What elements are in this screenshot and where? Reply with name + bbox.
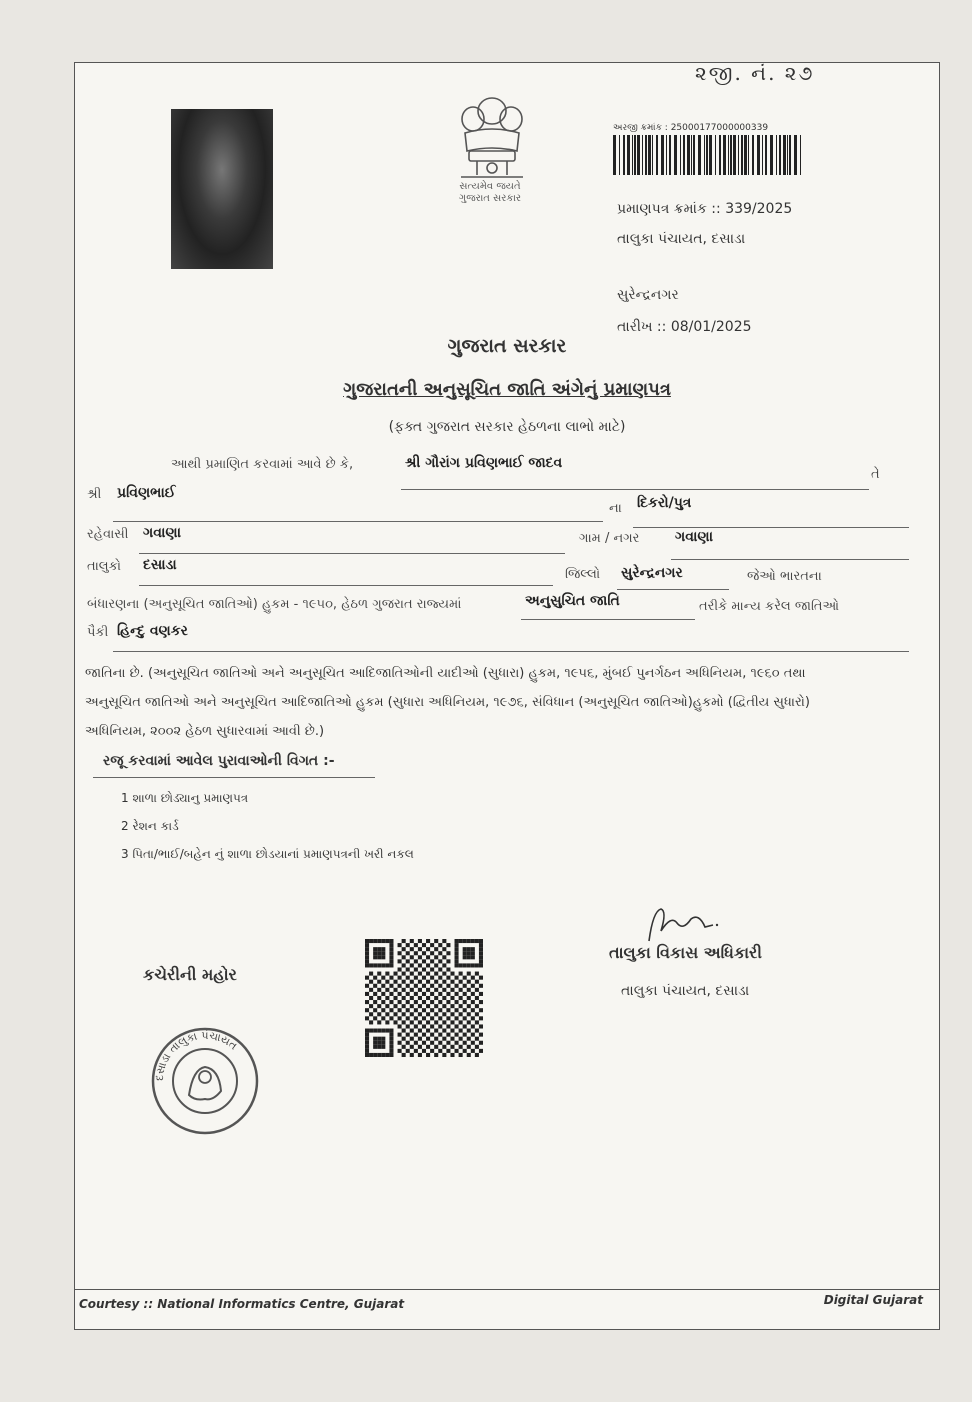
emblem-motto: સત્યમેવ જયતે	[459, 181, 521, 192]
certificate-title: ગુજરાતની અનુસૂચિત જાતિ અંગેનું પ્રમાણપત્ર	[343, 379, 671, 400]
legal-line-2: અનુસૂચિત જાતિઓ અને અનુસૂચિત આદિજાતિઓ હુકમ (સુધારા અધિનિયમ, ૧૯૭૬, સંવિધાન (અનુસૂચિત જાતિઓ)હુકમો (દ્વિતીય સુધારો)	[85, 695, 810, 710]
name-underline	[401, 489, 869, 490]
taluka-label: તાલુકો	[87, 559, 122, 574]
resident-value: ગવાણા	[143, 525, 182, 541]
evidence-item: 1 શાળા છોડ્યાનુ પ્રમાણપત્ર	[121, 791, 249, 805]
date-label: તારીખ	[617, 319, 653, 335]
issue-date: 08/01/2025	[670, 319, 752, 335]
district-value: સુરેન્દ્રનગર	[621, 565, 683, 581]
certificate-number-sep: ::	[711, 201, 721, 217]
evidence-title: રજૂ કરવામાં આવેલ પુરાવાઓની વિગત :-	[103, 753, 335, 769]
footer-courtesy: Courtesy :: National Informatics Centre, Gujarat	[79, 1297, 405, 1311]
seal-label: કચેરીની મહોર	[143, 965, 237, 984]
te-text: તે	[871, 467, 880, 482]
issuing-office: તાલુકા પંચાયત, દસાડા	[617, 231, 746, 247]
date-sep: ::	[656, 319, 667, 335]
caste-value: હિન્દુ વણકર	[117, 623, 188, 639]
barcode	[613, 135, 803, 175]
recognized-text: તરીકે માન્ય કરેલ જાતિઓ	[699, 599, 840, 614]
applicant-photo	[171, 109, 273, 269]
seal-ring-text: દસાડા તાલુકા પંચાયત	[152, 1029, 240, 1082]
na-text: ના	[609, 501, 622, 516]
officer-signature	[631, 901, 741, 949]
officer-title: તાલુકા વિકાસ અધિકારી	[609, 943, 762, 962]
emblem-govt-name: ગુજરાત સરકાર	[458, 193, 522, 204]
constitution-text: બંધારણના (અનુસૂચિત જાતિઓ) હુકમ - ૧૯૫૦, હેઠળ ગુજરાત રાજ્યમાં	[87, 597, 462, 612]
date-row	[617, 319, 752, 335]
certificate-number: 339/2025	[725, 201, 793, 217]
intro-text: આથી પ્રમાણિત કરવામાં આવે છે કે,	[171, 457, 354, 472]
paiki-label: પૈકી	[87, 625, 109, 640]
certificate-subtitle: (ફક્ત ગુજરાત સરકાર હેઠળના લાભો માટે)	[388, 419, 626, 435]
evidence-item: 2 રેશન કાર્ડ	[121, 819, 179, 833]
qr-code	[365, 939, 483, 1057]
legal-paragraph	[85, 659, 915, 746]
father-name: પ્રવિણભાઈ	[117, 485, 176, 501]
category-underline	[521, 619, 695, 620]
application-number: અરજી ક્રમાંક : 25000177000000339	[613, 123, 769, 133]
father-underline	[113, 521, 603, 522]
legal-line-1: જાતિના છે. (અનુસૂચિત જાતિઓ અને અનુસૂચિત આદિજાતિઓની યાદીઓ (સુધારા) હુકમ, ૧૯૫૬, મુંબઈ પુનર્ગઠન અધિનિયમ, ૧૯૬૦ તથા	[85, 666, 806, 681]
office-seal	[149, 1025, 261, 1137]
relation-underline	[633, 527, 909, 528]
shri-label: શ્રી	[87, 487, 102, 502]
certificate-number-label: પ્રમાણપત્ર ક્રમાંક	[617, 201, 707, 217]
category-value: અનુસુચિત જાતિ	[525, 593, 620, 609]
district-label: જિલ્લો	[565, 567, 601, 582]
village-underline	[671, 559, 909, 560]
footer-divider	[75, 1289, 939, 1290]
handwritten-registration-note: ૨જી. નં. ૨૭	[695, 61, 815, 85]
taluka-underline	[139, 585, 553, 586]
issuing-district: સુરેન્દ્રનગર	[617, 287, 679, 303]
resident-label: રહેવાસી	[87, 527, 129, 542]
evidence-item: 3 પિતા/ભાઈ/બહેન નું શાળા છોડયાનાં પ્રમાણપત્રની ખરી નકલ	[121, 847, 414, 861]
legal-line-3: અધિનિયમ, ૨૦૦૨ હેઠળ સુધારવામાં આવી છે.)	[85, 724, 325, 739]
govt-heading: ગુજરાત સરકાર	[447, 335, 567, 357]
applicant-name: શ્રી ગૌરાંગ પ્રવિણભાઈ જાદવ	[405, 455, 563, 471]
india-text: જેઓ ભારતના	[747, 569, 822, 584]
relation: દિકરો/પુત્ર	[637, 495, 692, 511]
certificate-number-row	[617, 201, 792, 217]
village-label: ગામ / નગર	[579, 531, 640, 546]
caste-underline	[113, 651, 909, 652]
resident-underline	[139, 553, 565, 554]
footer-brand: Digital Gujarat	[823, 1293, 923, 1307]
emblem-caption	[425, 181, 555, 205]
taluka-value: દસાડા	[143, 557, 177, 573]
certificate-page	[74, 62, 940, 1330]
district-underline	[617, 589, 729, 590]
village-value: ગવાણા	[675, 529, 714, 545]
officer-office: તાલુકા પંચાયત, દસાડા	[621, 983, 750, 999]
evidence-title-underline	[93, 777, 375, 778]
